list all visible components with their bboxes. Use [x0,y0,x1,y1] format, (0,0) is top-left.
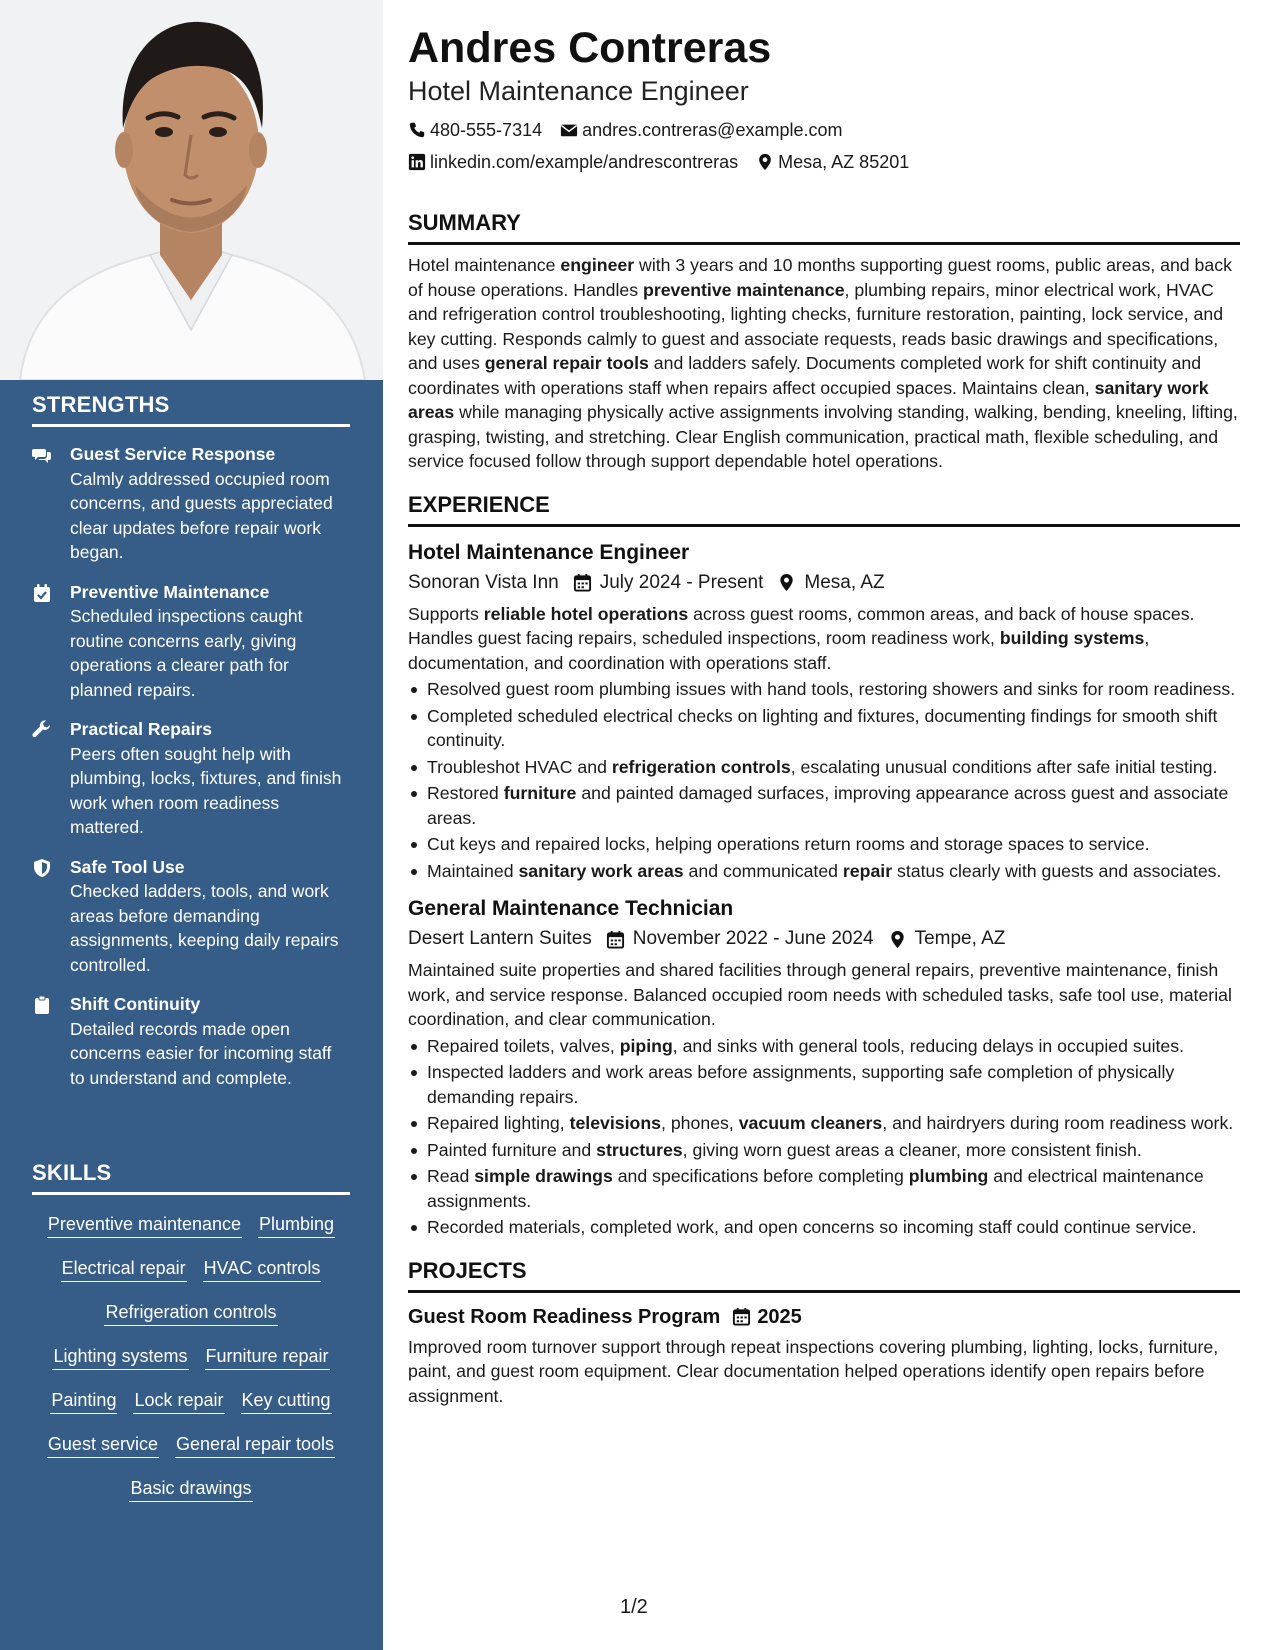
skill-tag: Furniture repair [205,1344,330,1370]
job-bullet: Repaired toilets, valves, piping, and sinks with general tools, reducing delays in occupied suites. [408,1034,1240,1059]
skill-tag: Painting [50,1388,117,1414]
email-text: andres.contreras@example.com [582,119,843,140]
job-bullet: Painted furniture and structures, giving worn guest areas a cleaner, more consistent finish. [408,1138,1240,1163]
skill-tag: Plumbing [258,1212,335,1238]
portrait-illustration [0,0,383,380]
sidebar [0,0,383,1650]
summary-heading: SUMMARY [408,210,1240,245]
main-content [408,22,1240,1408]
linkedin-icon [408,153,426,171]
job-bullets [408,677,1240,883]
job-company: Sonoran Vista Inn [408,571,559,593]
job-meta [408,926,1240,952]
job-title: Hotel Maintenance Engineer [408,540,690,564]
calendar-icon [732,1307,751,1326]
strength-text: Detailed records made open concerns easier for incoming staff to understand and complete. [70,1018,332,1088]
strength-item [32,717,350,840]
page-number: 1/2 [620,1596,648,1618]
contact-email[interactable] [560,114,842,146]
job-bullet: Recorded materials, completed work, and open concerns so incoming staff could continue service. [408,1215,1240,1240]
strength-title: Preventive Maintenance [70,581,270,602]
clipboard-icon [32,992,70,1090]
contact-location [756,146,909,178]
shield-icon [32,855,70,978]
skills-list [32,1203,350,1511]
project-text: Improved room turnover support through repeat inspections covering plumbing, lighting, locks, furniture, paint, and guest room equipment. Clear documentation helped operations identify open repairs before assignment. [408,1336,1219,1406]
project-title: Guest Room Readiness Program [408,1305,721,1328]
phone-icon [408,121,426,139]
strength-title: Safe Tool Use [70,856,185,877]
contact-linkedin[interactable] [408,146,738,178]
job-title: General Maintenance Technician [408,897,734,920]
location-pin-icon [888,930,907,949]
strength-text: Calmly addressed occupied room concerns, and guests appreciated clear updates before repair work began. [70,468,333,562]
experience-heading: EXPERIENCE [408,492,1240,527]
skills-section [32,1160,350,1511]
job-entry [408,895,1240,1240]
skill-tag: Refrigeration controls [104,1300,277,1326]
strength-text: Checked ladders, tools, and work areas before demanding assignments, keeping daily repairs controlled. [70,881,339,975]
strengths-heading: STRENGTHS [32,392,350,427]
job-bullet: Repaired lighting, televisions, phones, vacuum cleaners, and hairdryers during room readiness work. [408,1111,1240,1136]
comments-icon [32,442,70,565]
skill-tag: Guest service [47,1432,159,1458]
candidate-name: Andres Contreras [408,24,772,72]
job-bullet: Inspected ladders and work areas before assignments, supporting safe completion of physically demanding repairs. [408,1060,1240,1109]
linkedin-text: linkedin.com/example/andrescontreras [430,151,739,172]
profile-photo [0,0,383,380]
job-bullet: Restored furniture and painted damaged surfaces, improving appearance across guest and associate areas. [408,781,1240,830]
job-bullet: Completed scheduled electrical checks on lighting and fixtures, documenting findings for smooth shift continuity. [408,704,1240,753]
location-pin-icon [777,573,796,592]
project-year: 2025 [757,1305,802,1328]
contact-phone[interactable] [408,114,542,146]
job-summary: Supports reliable hotel operations across guest rooms, common areas, and back of house spaces. Handles guest facing repairs, scheduled inspections, room readiness work, building systems, documentation, and coordination with operations staff. [408,603,1195,673]
location-pin-icon [756,153,774,171]
project-header [408,1303,1240,1331]
job-bullets [408,1034,1240,1240]
calendar-icon [573,573,592,592]
strength-text: Scheduled inspections caught routine concerns early, giving operations a clearer path for planned repairs. [70,606,303,700]
skill-tag: Basic drawings [129,1476,252,1502]
summary-text: Hotel maintenance engineer with 3 years and 10 months supporting guest rooms, public areas, and back of house operations. Handles preventive maintenance, plumbing repairs, minor electrical work, HVAC and refrigeration control troubleshooting, lighting checks, furniture restoration, painting, lock service, and key cutting. Responds calmly to guest and associate requests, reads basic drawings and specifications, and uses general repair tools and ladders safely. Documents completed work for shift continuity and coordinates with operations staff when repairs affect occupied spaces. Maintains clean, sanitary work areas while managing physically active assignments involving standing, walking, bending, kneeling, lifting, grasping, twisting, and stretching. Clear English communication, practical math, flexible scheduling, and service focused follow through support dependable hotel operations. [408,255,1238,471]
job-dates: July 2024 - Present [599,571,764,593]
skills-heading: SKILLS [32,1160,350,1195]
skill-tag: General repair tools [175,1432,335,1458]
job-bullet: Resolved guest room plumbing issues with hand tools, restoring showers and sinks for room readiness. [408,677,1240,702]
phone-text: 480-555-7314 [430,119,543,140]
skill-tag: Lock repair [133,1388,224,1414]
job-location: Mesa, AZ [804,571,885,593]
strength-title: Guest Service Response [70,444,276,464]
wrench-icon [32,717,70,840]
projects-heading: PROJECTS [408,1258,1240,1293]
job-entry [408,539,1240,884]
job-bullet: Maintained sanitary work areas and communicated repair status clearly with guests and associates. [408,859,1240,884]
strength-title: Practical Repairs [70,719,213,739]
job-bullet: Cut keys and repaired locks, helping operations return rooms and storage spaces to service. [408,832,1240,857]
job-company: Desert Lantern Suites [408,928,592,949]
calendar-check-icon [32,580,70,703]
job-bullet: Troubleshot HVAC and refrigeration controls, escalating unusual conditions after safe initial testing. [408,755,1240,780]
skill-tag: HVAC controls [203,1256,322,1282]
skill-tag: Lighting systems [52,1344,188,1370]
job-dates: November 2022 - June 2024 [632,928,874,949]
strength-item [32,855,350,978]
job-meta [408,570,1240,596]
job-summary: Maintained suite properties and shared facilities through general repairs, preventive maintenance, finish work, and service response. Balanced occupied room needs with scheduled tasks, safe tool use, material coordination, and clear communication. [408,960,1232,1029]
job-location: Tempe, AZ [914,928,1006,949]
project-entry [408,1303,1240,1409]
strength-item [32,442,350,565]
strength-text: Peers often sought help with plumbing, locks, fixtures, and finish work when room readiness mattered. [70,743,342,837]
skill-tag: Preventive maintenance [47,1212,242,1238]
strength-title: Shift Continuity [70,994,201,1014]
strength-item [32,580,350,703]
location-text: Mesa, AZ 85201 [778,151,910,172]
calendar-icon [606,930,625,949]
envelope-icon [560,121,578,139]
strength-item [32,992,350,1090]
contact-info [408,114,1240,146]
strengths-section [32,392,350,1090]
contact-info-row-2 [408,146,1240,178]
skill-tag: Key cutting [241,1388,332,1414]
candidate-role: Hotel Maintenance Engineer [408,76,749,106]
skill-tag: Electrical repair [61,1256,187,1282]
job-bullet: Read simple drawings and specifications before completing plumbing and electrical maintenance assignments. [408,1164,1240,1213]
